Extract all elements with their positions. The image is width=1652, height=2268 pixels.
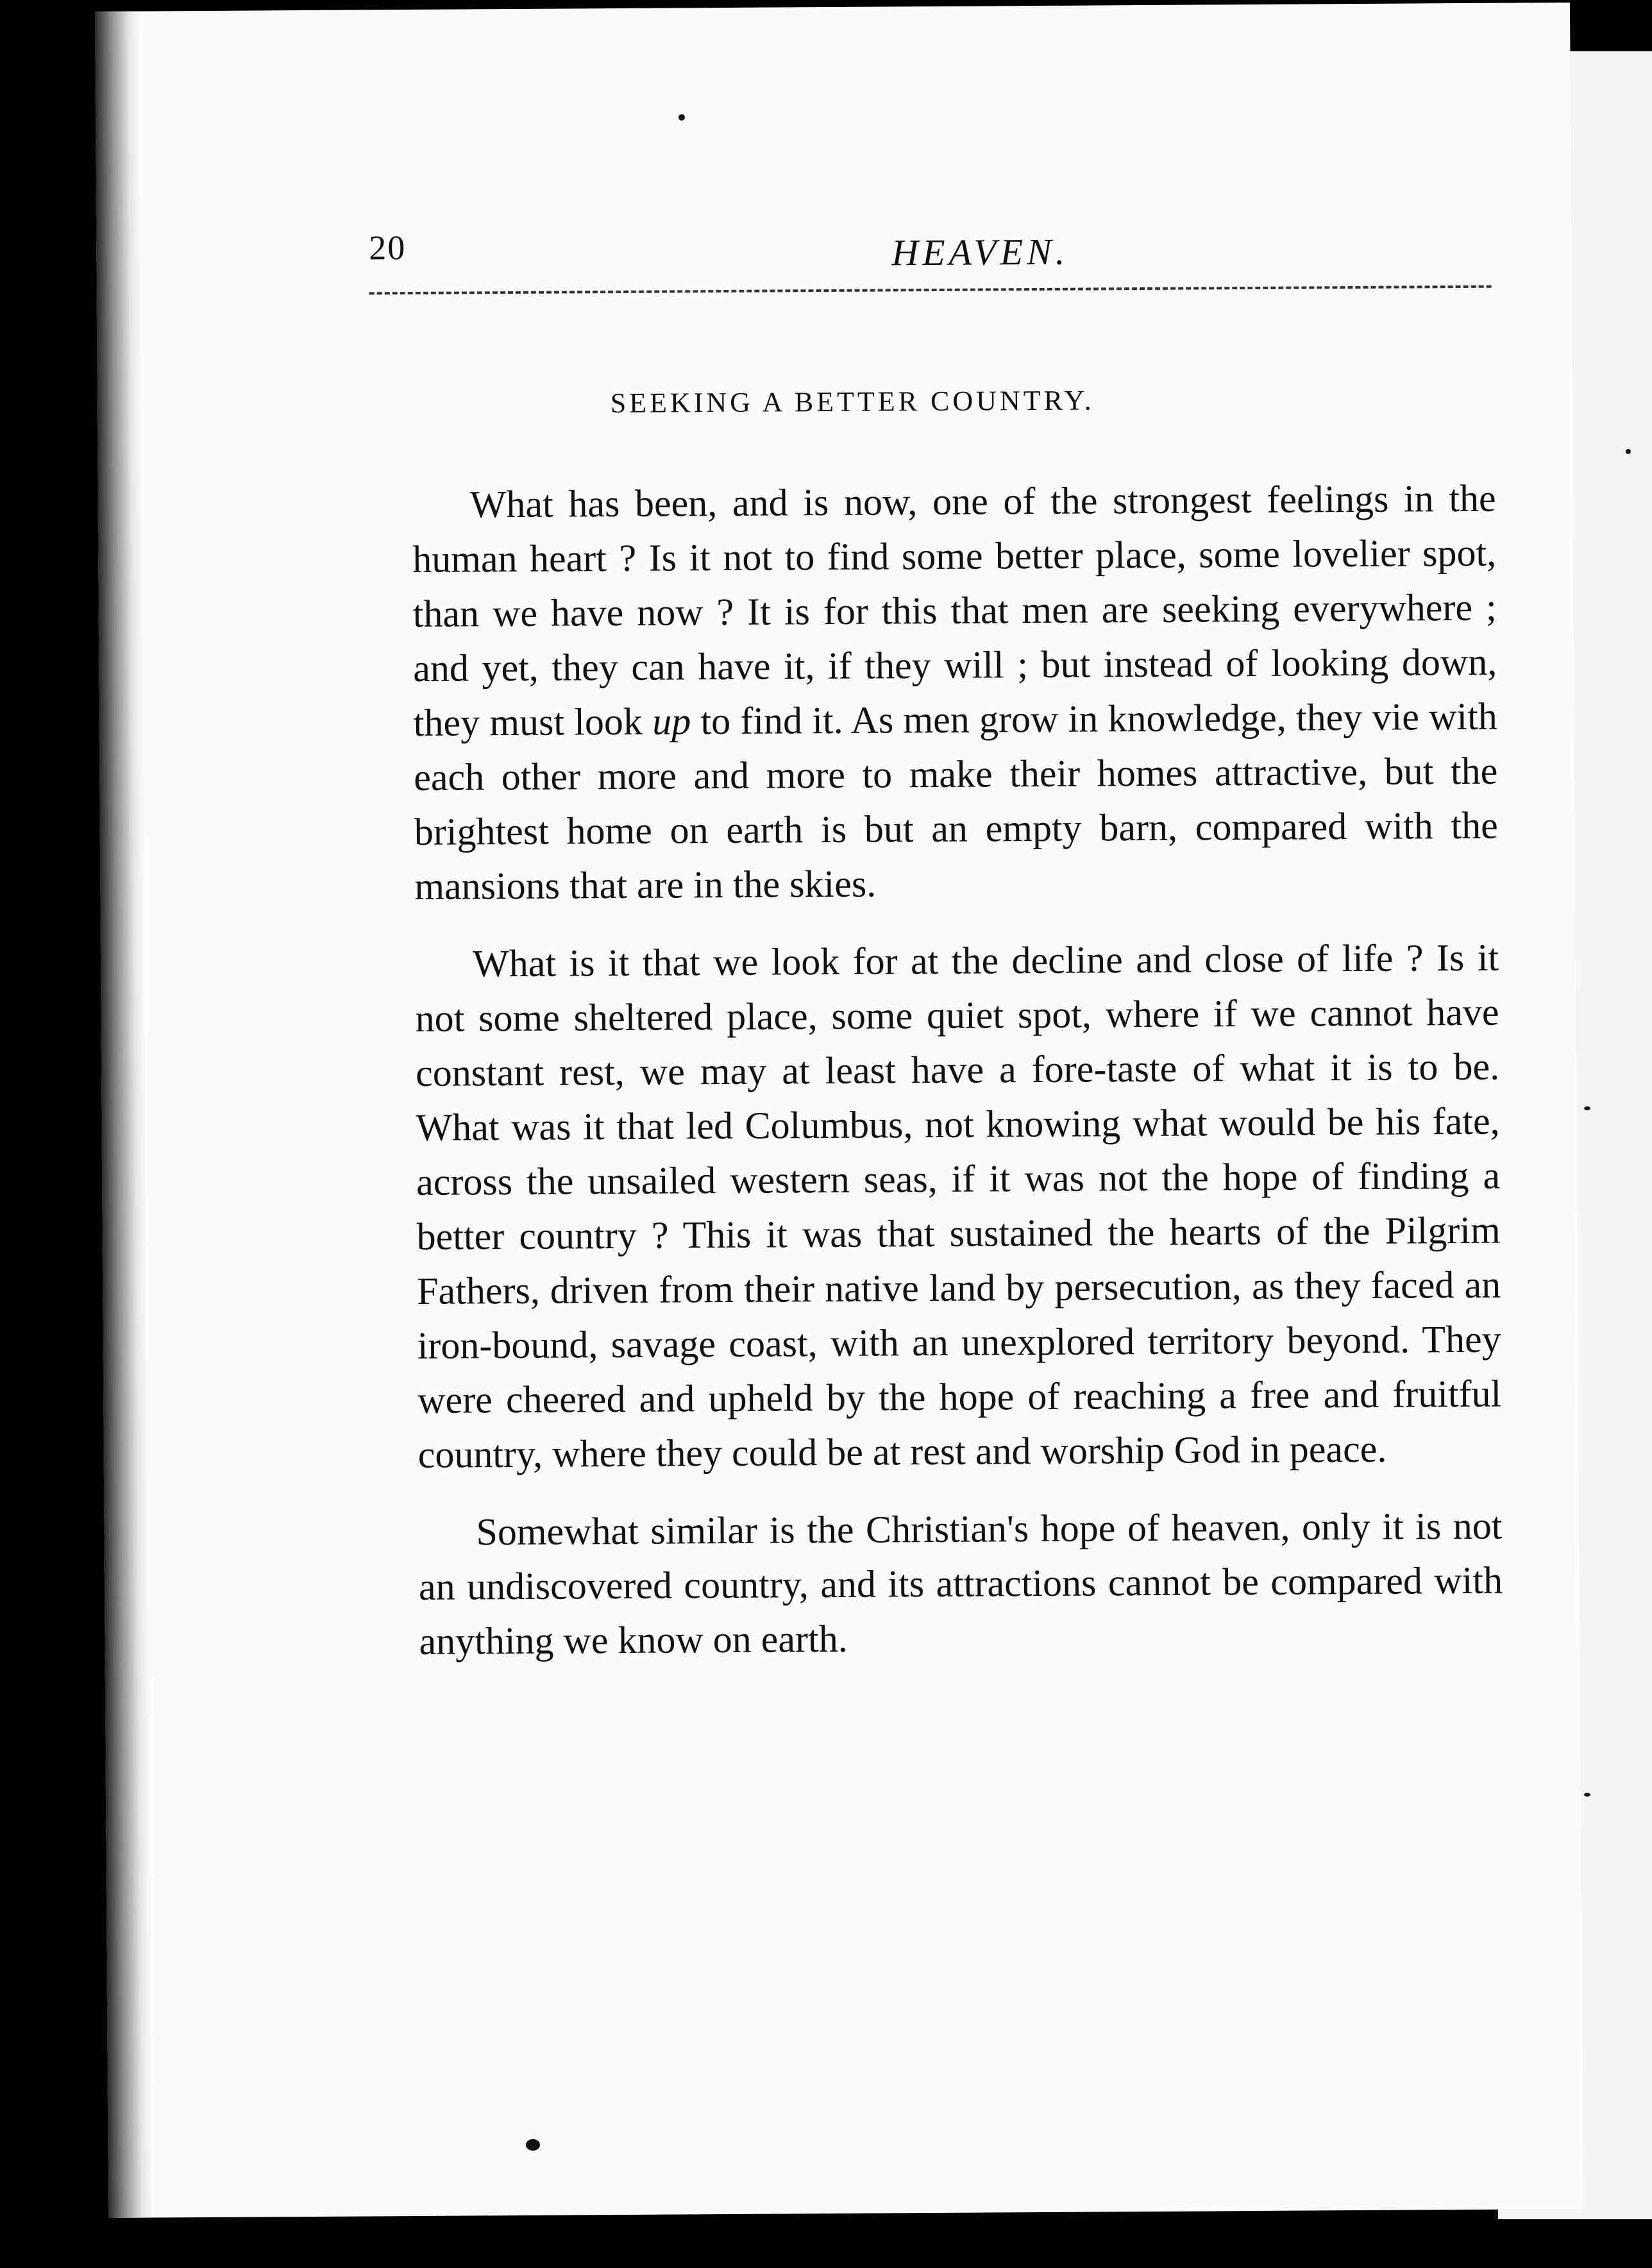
dust-speck	[1584, 1793, 1590, 1797]
header-rule	[369, 285, 1492, 295]
paragraph-3: Somewhat similar is the Christian's hope of heaven, only it is not an undiscovered country, and its attractions cannot be compared with anything we know on earth.	[418, 1504, 1503, 1663]
section-title: SEEKING A BETTER COUNTRY.	[610, 384, 1095, 419]
paragraph-1-text-b: to find it. As men grow in knowledge, they vie with each other more and more to make their homes attractive, but the brightest home on earth is but an empty barn, compared with the mansions that are in the skies.	[414, 695, 1498, 908]
gutter-shadow	[95, 12, 153, 2218]
paragraph-1-emphasis: up	[652, 700, 691, 743]
page-number: 20	[369, 228, 407, 267]
paragraph-2: What is it that we look for at the decline and close of life ? Is it not some sheltered place, some quiet spot, where if we cannot have constant rest, we may at least have a fore-taste of what it is to be. What was it that led Columbus, not knowing what would be his fate, across the unsailed western seas, if it was not the hope of finding a better country ? This it was that sustained the hearts of the Pilgrim Fathers, driven from their native land by persecution, as they faced an iron-bound, savage coast, with an unexplored territory beyond. They were cheered and upheld by the hope of reaching a free and fruitful country, where they could be at rest and worship God in peace.	[415, 936, 1502, 1476]
dust-speck	[678, 114, 685, 121]
paragraph-1	[412, 471, 1498, 914]
dust-speck	[1626, 449, 1631, 454]
dust-speck	[1584, 1106, 1590, 1110]
running-title: HEAVEN.	[891, 230, 1069, 274]
book-page	[95, 3, 1583, 2218]
body-text	[412, 471, 1503, 1692]
dust-speck	[526, 2139, 540, 2151]
paragraph-1-text-a: What has been, and is now, one of the strongest feelings in the human heart ? Is it not to find some better place, some lovelier spot, than we have now ? It is for this that men are seeking everywhere ; and yet, they can have it, if they will ; but instead of looking down, they must look	[412, 477, 1497, 744]
